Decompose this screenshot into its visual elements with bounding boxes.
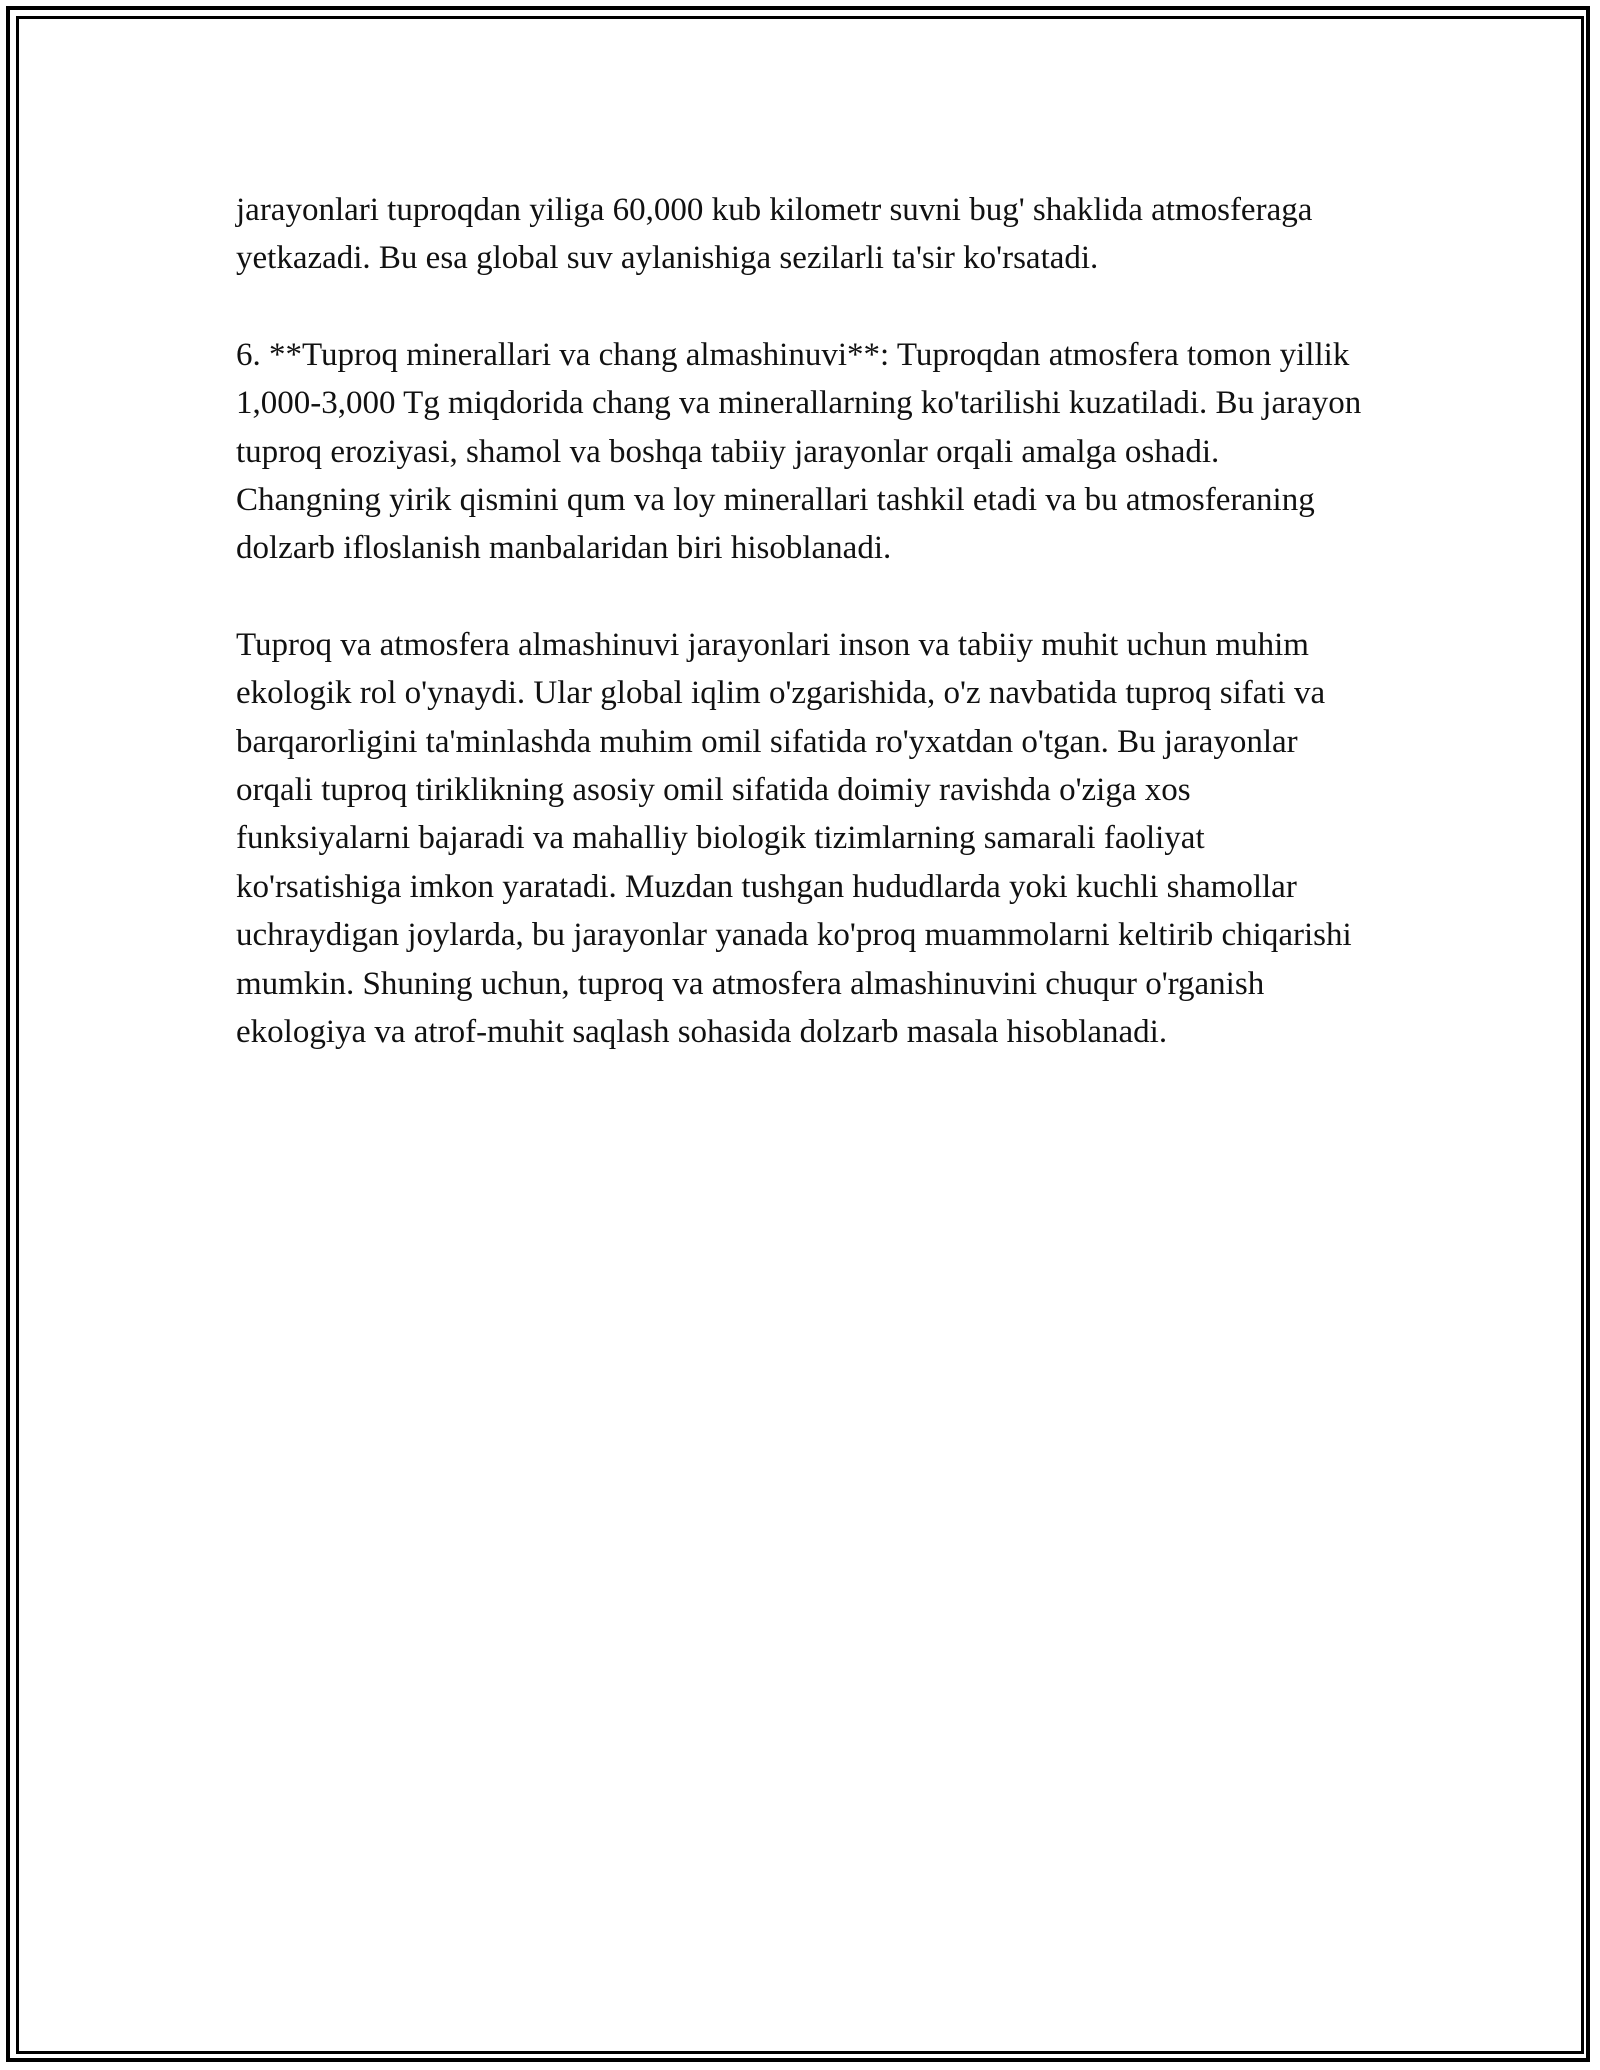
paragraph-water-vapor: jarayonlari tuproqdan yiliga 60,000 kub kilometr suvni bug' shaklida atmosferaga yetkazadi. Bu esa global suv aylanishiga sezilarli ta'sir ko'rsatadi. — [236, 192, 1313, 277]
paragraph-minerals-dust: 6. **Tuproq minerallari va chang almashinuvi**: Tuproqdan atmosfera tomon yillik 1,000-3,000 Tg miqdorida chang va minerallarning ko'tarilishi kuzatiladi. Bu jarayon tuproq eroziyasi, shamol va boshqa tabiiy jarayonlar orqali amalga oshadi. Changning yirik qismini qum va loy minerallari tashkil etadi va bu atmosferaning dolzarb ifloslanish manbalaridan biri hisoblanadi. — [236, 336, 1362, 567]
paragraph-conclusion: Tuproq va atmosfera almashinuvi jarayonlari inson va tabiiy muhit uchun muhim ekologik rol o'ynaydi. Ular global iqlim o'zgarishida, o'z navbatida tuproq sifati va barqarorligini ta'minlashda muhim omil sifatida ro'yxatdan o'tgan. Bu jarayonlar orqali tuproq tiriklikning asosiy omil sifatida doimiy ravishda o'ziga xos funksiyalarni bajaradi va mahalliy biologik tizimlarning samarali faoliyat ko'rsatishiga imkon yaratadi. Muzdan tushgan hududlarda yoki kuchli shamollar uchraydigan joylarda, bu jarayonlar yanada ko'proq muammolarni keltirib chiqarishi mumkin. Shuning uchun, tuproq va atmosfera almashinuvini chuqur o'rganish ekologiya va atrof-muhit saqlash sohasida dolzarb masala hisoblanadi. — [236, 626, 1352, 1051]
document-body — [236, 186, 1366, 1105]
